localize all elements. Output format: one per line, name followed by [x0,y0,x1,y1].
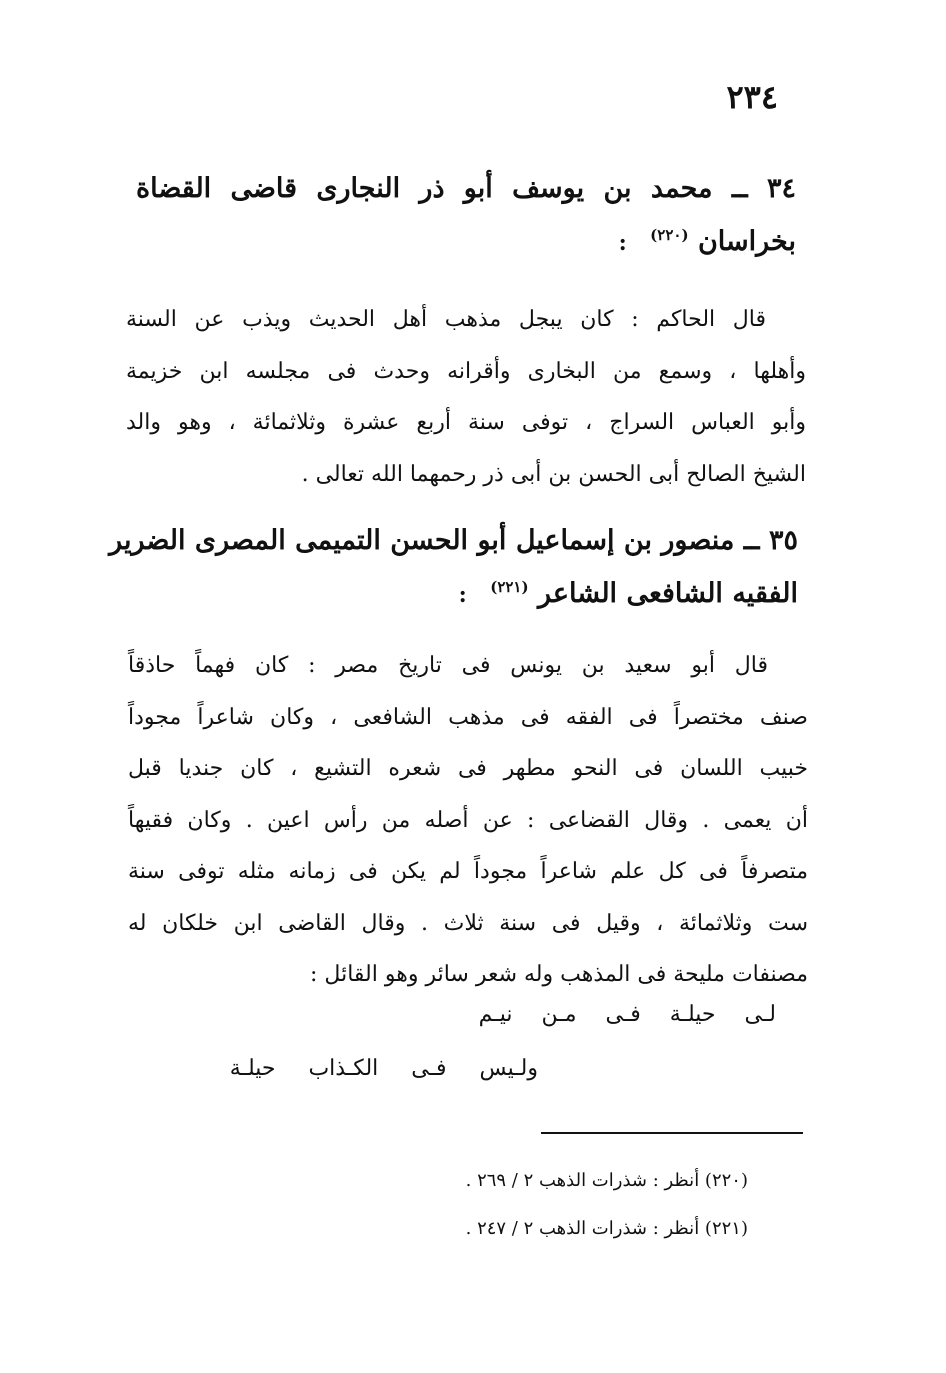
entry-34-heading [136,166,796,266]
paragraph-line: ست وثلاثمائة ، وقيل فى سنة ثلاث . وقال القاضى ابن خلكان له [128,910,808,936]
paragraph-line: خبيب اللسان فى النحو مطهر فى شعره التشيع ، كان جنديا قبل [128,756,808,781]
paragraph-line: قال أبو سعيد بن يونس فى تاريخ مصر : كان فهماً حاذقاً [128,653,768,678]
paragraph-line: أن يعمى . وقال القضاعى : عن أصله من رأس اعين . وكان فقيهاً [128,807,808,833]
entry-35-body [128,640,808,1001]
entry-35-heading-line-1: ٣٥ ــ منصور بن إسماعيل أبو الحسن التميمى المصرى الضرير [109,525,798,556]
entry-35-heading [109,518,798,618]
entry-35-colon: : [458,582,467,608]
entry-35-heading-line-2 [128,564,798,618]
paragraph-line: صنف مختصراً فى الفقه فى مذهب الشافعى ، وكان شاعراً مجوداً [128,704,808,730]
page-number: ٢٣٤ [726,78,778,116]
entry-34-body [126,294,806,500]
paragraph-line: وأهلها ، وسمع من البخارى وأقرانه وحدث فى مجلسه ابن خزيمة [126,358,806,384]
paragraph-line: وأبو العباس السراج ، توفى سنة أربع عشرة وثلاثمائة ، وهو والد [126,410,806,435]
paragraph-line: الشيخ الصالح أبى الحسن بن أبى ذر رحمهما الله تعالى . [301,461,806,487]
paragraph-line: متصرفاً فى كل علم شاعراً مجوداً لم يكن فى زمانه مثله توفى سنة [128,859,808,884]
entry-34-heading-line-2 [136,212,796,266]
entry-35-heading-name: الفقيه الشافعى الشاعر [538,578,798,609]
footnote-220: (٢٢٠) أنظر : شذرات الذهب ٢ / ٢٦٩ . [465,1170,748,1191]
verse-line-2: ولـيس فـى الكـذاب حيلـة [229,1056,538,1081]
entry-34-heading-line-1: ٣٤ ــ محمد بن يوسف أبو ذر النجارى قاضى القضاة [136,173,796,204]
footnote-ref-221[interactable]: (٢٢١) [490,578,529,596]
entry-34-heading-name: بخراسان [697,226,796,257]
paragraph-line: مصنفات مليحة فى المذهب وله شعر سائر وهو القائل : [310,962,808,987]
footnote-221: (٢٢١) أنظر : شذرات الذهب ٢ / ٢٤٧ . [465,1218,748,1239]
entry-34-colon: : [618,230,627,256]
footnote-separator [541,1132,803,1134]
paragraph-line: قال الحاكم : كان يبجل مذهب أهل الحديث ويذب عن السنة [126,307,766,332]
verse-line-1: لـى حيلـة فـى مـن نيـم [478,1002,776,1027]
footnote-ref-220[interactable]: (٢٢٠) [650,226,689,244]
